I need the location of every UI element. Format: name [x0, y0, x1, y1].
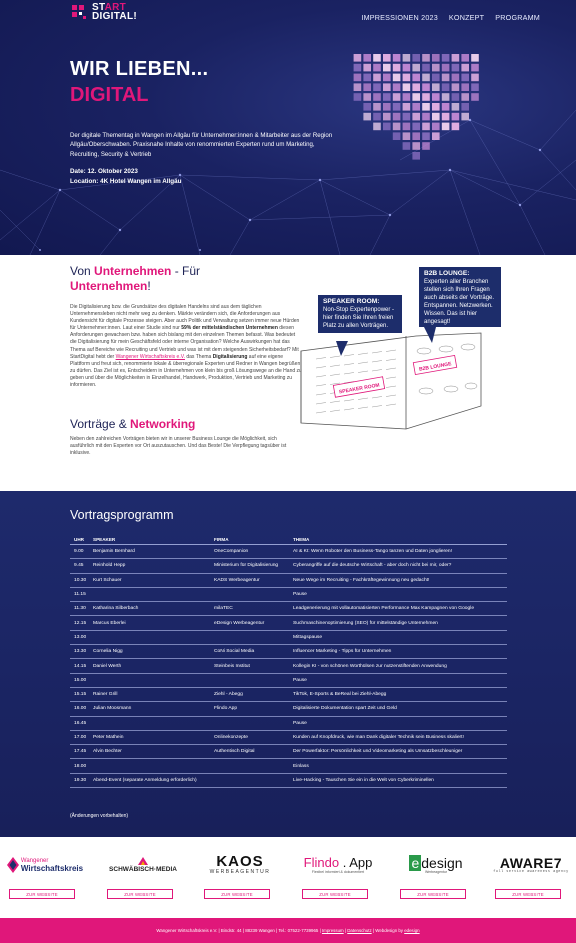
heart-pixel [422, 132, 430, 140]
cell-speaker: Daniel Werth [93, 663, 122, 669]
heart-pixel [422, 93, 430, 101]
heart-pixel [432, 123, 440, 131]
intro-heading: Von Unternehmen - Für Unternehmen! [70, 264, 201, 293]
heart-pixel [393, 103, 401, 111]
seat-row [344, 373, 354, 375]
cell-firma: Ziehl - Abegg [214, 692, 243, 698]
heart-pixel [452, 74, 460, 82]
heart-pixel [422, 74, 430, 82]
table-row [70, 616, 507, 630]
nav-item-konzept[interactable]: KONZEPT [448, 13, 485, 22]
heart-pixel [412, 142, 420, 150]
seat-row [358, 371, 368, 373]
heart-pixel [432, 113, 440, 121]
heart-pixel [373, 74, 381, 82]
heart-pixel [373, 64, 381, 72]
heart-pixel [442, 113, 450, 121]
heart-pixel [393, 54, 401, 62]
logo-text: START DIGITAL! [92, 2, 137, 22]
sponsor-website-button[interactable]: ZUR WEBSITE [302, 889, 368, 899]
cell-speaker: Rainer Grill [93, 692, 118, 698]
talks-heading: Vorträge & Networking [70, 417, 196, 431]
heart-pixel [383, 103, 391, 111]
seat-row [358, 398, 368, 400]
heart-pixel [432, 64, 440, 72]
seat-row [344, 355, 354, 357]
table-row [70, 688, 507, 702]
hero-title [70, 58, 208, 107]
cell-thema: Leadgenerierung mit vollautomatisierten Performance Max Kampagnen von Google [293, 606, 475, 612]
heart-pixel [354, 83, 362, 91]
hero-section [0, 0, 576, 255]
seat-row [372, 370, 382, 372]
cell-uhr: 16.45 [74, 720, 87, 726]
wwk-icon [7, 857, 19, 873]
nav-item-impressionen[interactable]: IMPRESSIONEN 2023 [361, 13, 438, 22]
heart-pixel [422, 103, 430, 111]
intro-paragraph: Die Digitalisierung bzw. die Grundsätze des digitalen Handelns sind aus dem täglichen Unternehmensleben nicht mehr weg zu denken. Märkte verändern sich, die Anforderungen aus Kundensicht für digitale Prozesse steigen. Aber auch Politik und Verwaltung setzen immer neue Hürden für Unternehmer:innen. Laut einer Studie sind nur 59% der mittelständischen Unternehmen diesen Anforderungen gewachsen bzw. haben sich bislang mit den einzelnen Themen befasst. Was bedeutet die Digitalisierung für mein Geschäftsfeld oder interne Organisation? Welche Auswirkungen hat das Thema auf Bereiche wie Recruiting und Vertrieb und was ist mit dem steigenden Sicherheitsbedarf? Mit StartDigital hebt der Wangener Wirtschaftskreis e.V. das Thema Digitalisierung auf eine eigene Plattform und freut sich, renommierte lokale & überregionale Experten und Redner in Wangen begrüßen zu dürfen. Das Ziel ist es, Entscheidern in Unternehmen von klein bis groß Lösungswege an die Hand zu geben und über die Möglichkeiten in Einzelhandel, Handwerk, Produktion, Vertrieb und Marketing zu informieren. [70, 304, 302, 389]
hero-description: Der digitale Thementag in Wangen im Allgäu für Unternehmer:innen & Mitarbeiter aus der Region Allgäu/Oberschwaben. Praxisnahe Inhalte von renommierten Experten rund um Marketing, Recruiting, Security & Vertrieb [70, 132, 333, 158]
sponsor-schwaebisch-media [98, 847, 188, 909]
heart-pixel [461, 83, 469, 91]
hero-title-line1: WIR LIEBEN... [70, 58, 209, 80]
seat-row [344, 364, 354, 366]
cell-uhr: 9.45 [74, 563, 84, 569]
heart-pixel [461, 64, 469, 72]
cell-firma: KADS Werbeagentur [214, 577, 260, 583]
seat-row [386, 350, 396, 352]
sponsor-logo: Flindo . App Flexibel informiert & dokumentiert [303, 854, 373, 874]
hero-event-info [70, 167, 181, 187]
heart-pixel [412, 132, 420, 140]
heart-pixel [461, 113, 469, 121]
heart-pixel [393, 113, 401, 121]
heart-pixel [452, 123, 460, 131]
seat-row [358, 407, 368, 409]
heart-pixel [442, 103, 450, 111]
seat-row [330, 374, 340, 376]
heart-pixel [403, 113, 411, 121]
heart-pixel [442, 74, 450, 82]
heart-pixel [383, 74, 391, 82]
heart-pixel [363, 54, 371, 62]
sponsor-website-button[interactable]: ZUR WEBSITE [400, 889, 466, 899]
cell-speaker: Julian Moosmann [93, 706, 132, 712]
heart-pixel [461, 54, 469, 62]
seat-row [372, 397, 382, 399]
heart-pixel [412, 93, 420, 101]
sponsor-kaos [195, 847, 285, 909]
heart-pixel [422, 123, 430, 131]
heart-pixel [403, 93, 411, 101]
table-row [70, 731, 507, 745]
cell-firma: Steinbeis Institut [214, 663, 250, 669]
heart-pixel [432, 83, 440, 91]
seat-row [372, 361, 382, 363]
cell-firma: Flindo App [214, 706, 238, 712]
heart-pixel [363, 93, 371, 101]
sponsor-website-button[interactable]: ZUR WEBSITE [204, 889, 270, 899]
programm-note: (Änderungen vorbehalten) [70, 813, 129, 819]
table-row [70, 645, 507, 659]
heart-pixel [422, 54, 430, 62]
intro-section [0, 255, 576, 491]
heart-pixel [373, 123, 381, 131]
cell-thema: Pause [293, 592, 307, 598]
heart-pixel [383, 93, 391, 101]
table-row [70, 588, 507, 602]
cell-speaker: Benjamin Bernhard [93, 549, 135, 555]
col-header-firma: FIRMA [214, 537, 229, 542]
pixel-heart-graphic [330, 50, 510, 210]
heart-pixel [422, 113, 430, 121]
heart-pixel [403, 54, 411, 62]
cell-firma: Authentisch Digital [214, 749, 255, 755]
impressum-link[interactable]: Impressum [321, 928, 344, 933]
programm-heading: Vortragsprogramm [70, 508, 174, 522]
cell-speaker: Katharina Silberbach [93, 606, 139, 612]
table-row [70, 559, 507, 573]
sponsor-website-button[interactable]: ZUR WEBSITE [107, 889, 173, 899]
cell-thema: Cyberangriffe auf die deutsche Wirtschaft - aber doch nicht bei mir, oder? [293, 563, 452, 569]
heart-pixel [412, 54, 420, 62]
heart-pixel [432, 74, 440, 82]
sponsor-website-button[interactable]: ZUR WEBSITE [495, 889, 561, 899]
table-row [70, 574, 507, 588]
table-row [70, 674, 507, 688]
cell-uhr: 17.00 [74, 735, 87, 740]
heart-pixel [373, 93, 381, 101]
table-row [70, 745, 507, 759]
cell-firma: OneCompanion [214, 549, 249, 555]
heart-pixel [422, 83, 430, 91]
sponsors-section [0, 837, 576, 918]
cell-speaker: Alvin Bechter [93, 749, 122, 755]
heart-pixel [403, 103, 411, 111]
heart-pixel [403, 64, 411, 72]
sponsor-website-button[interactable]: ZUR WEBSITE [9, 889, 75, 899]
table-header [70, 535, 507, 545]
heart-pixel [403, 83, 411, 91]
cell-thema: Pause [293, 677, 307, 683]
programm-section [0, 491, 576, 837]
table-row [70, 545, 507, 559]
cell-thema: Influencer Marketing - Tipps für Unternehmen [293, 649, 392, 655]
seat-row [330, 401, 340, 403]
seat-row [316, 394, 326, 396]
cell-thema: Kunden auf Knopfdruck, wie man Dank digitaler Technik sein Business skaliert! [293, 735, 464, 740]
main-nav [361, 13, 540, 22]
heart-pixel [363, 103, 371, 111]
logo-mark-icon [70, 3, 88, 21]
heart-pixel [432, 54, 440, 62]
sponsor-logo: e design Werbeagentur [411, 854, 463, 874]
cell-speaker: Reinhold Hepp [93, 563, 126, 569]
col-header-thema: THEMA [293, 537, 310, 542]
cell-speaker: Marcus Eberlei [93, 620, 126, 626]
table-row [70, 774, 507, 788]
sponsor-logo: SCHWÄBISCH·MEDIA [98, 847, 188, 882]
seat-row [344, 400, 354, 402]
cell-thema: Pause [293, 720, 307, 726]
nav-item-programm[interactable]: PROGRAMM [495, 13, 540, 22]
cell-speaker: Peter Mathein [93, 735, 124, 740]
heart-pixel [363, 74, 371, 82]
hero-title-line2: DIGITAL [70, 84, 149, 106]
cell-uhr: 15.00 [74, 677, 87, 683]
heart-pixel [383, 64, 391, 72]
heart-pixel [363, 83, 371, 91]
site-logo[interactable] [70, 3, 137, 21]
seat-row [316, 367, 326, 369]
cell-uhr: 18.00 [74, 763, 87, 769]
plan-label-speaker: SPEAKER ROOM [338, 382, 381, 396]
cell-uhr: 16.00 [74, 706, 87, 712]
heart-pixel [422, 142, 430, 150]
table-row [70, 602, 507, 616]
seat-row [372, 352, 382, 354]
table-row [70, 659, 507, 673]
cell-thema: Live-Hacking - Tauschen Sie ein in die Welt von Cyberkriminellen [293, 777, 434, 783]
seat-row [358, 353, 368, 355]
seat-row [386, 377, 396, 379]
heart-pixel [432, 103, 440, 111]
heart-pixel [403, 132, 411, 140]
table-row [70, 631, 507, 645]
heart-pixel [442, 83, 450, 91]
seat-row [386, 359, 396, 361]
col-header-speaker: SPEAKER [93, 537, 116, 542]
heart-pixel [452, 93, 460, 101]
sponsor-edesign [391, 847, 481, 909]
b2b-lounge-bubble: B2B LOUNGE: Experten aller Branchen stellen sich Ihren Fragen auch abseits der Vorträge. Entspannen. Netzwerken. Wissen. Das ist hier angesagt! [419, 267, 501, 327]
cell-thema: Neue Wege im Recruiting - Fachkräftegewinnung neu gedacht! [293, 577, 430, 583]
heart-pixel [412, 103, 420, 111]
heart-pixel [373, 103, 381, 111]
sponsor-aware7 [486, 847, 576, 909]
heart-pixel [452, 54, 460, 62]
cell-uhr: 11.30 [74, 606, 86, 612]
heart-pixel [393, 64, 401, 72]
seat-row [358, 362, 368, 364]
heart-pixel [471, 83, 479, 91]
heart-pixel [432, 132, 440, 140]
table-row [70, 759, 507, 773]
heart-pixel [354, 93, 362, 101]
cell-uhr: 12.15 [74, 620, 87, 626]
heart-pixel [471, 54, 479, 62]
cell-firma: Onlinekonzepte [214, 735, 248, 740]
heart-pixel [412, 152, 420, 160]
heart-pixel [452, 64, 460, 72]
heart-pixel [412, 64, 420, 72]
cell-uhr: 17.45 [74, 749, 87, 755]
heart-pixel [432, 93, 440, 101]
sponsor-wirtschaftskreis [0, 847, 90, 909]
heart-pixel [383, 54, 391, 62]
heart-pixel [393, 83, 401, 91]
heart-pixel [412, 123, 420, 131]
cell-uhr: 11.15 [74, 592, 86, 598]
cell-uhr: 19.30 [74, 777, 87, 783]
sponsor-logo: Wangener Wirtschaftskreis [0, 847, 90, 882]
cell-uhr: 13.00 [74, 634, 87, 640]
cell-thema: Einlass [293, 763, 309, 769]
event-location: Location: 4K Hotel Wangen im Allgäu [70, 178, 182, 185]
heart-pixel [461, 74, 469, 82]
heart-pixel [412, 83, 420, 91]
heart-pixel [373, 54, 381, 62]
cell-thema: Kollegin KI - von schönen Worthülsen zur nutzenstiftenden Anwendung [293, 663, 447, 669]
heart-pixel [383, 123, 391, 131]
speaker-room-bubble: SPEAKER ROOM: Non-Stop Expertenpower - hier finden Sie Ihren freien Platz zu allen Vorträgen. [318, 295, 402, 333]
footer: Wangener Wirtschaftskreis e.V. | Bindstr. 44 | 88239 Wangen | Tel.: 07522-7739965 | Impressum | Datenschutz | Webdesign by edesign [0, 918, 576, 943]
heart-pixel [461, 93, 469, 101]
datenschutz-link[interactable]: Datenschutz [347, 928, 372, 933]
seat-row [316, 412, 326, 414]
seat-row [386, 386, 396, 388]
heart-pixel [412, 74, 420, 82]
heart-pixel [373, 113, 381, 121]
heart-pixel [393, 93, 401, 101]
heart-pixel [383, 83, 391, 91]
heart-pixel [363, 113, 371, 121]
cell-firma: Ministerium für Digitalisierung [214, 563, 279, 569]
heart-pixel [354, 54, 362, 62]
event-date: Date: 12. Oktober 2023 [70, 168, 138, 175]
heart-pixel [452, 83, 460, 91]
seat-row [316, 376, 326, 378]
seat-row [316, 385, 326, 387]
seat-row [330, 410, 340, 412]
heart-pixel [354, 64, 362, 72]
cell-thema: AI & KI: Wenn Roboter den Business-Tango tanzen und Daten jonglieren! [293, 549, 452, 555]
seat-row [344, 409, 354, 411]
seat-row [330, 365, 340, 367]
sm-icon [137, 856, 149, 866]
wirtschaftskreis-link[interactable]: Wangener Wirtschaftskreis e.V. [115, 353, 185, 360]
heart-pixel [393, 132, 401, 140]
heart-pixel [363, 64, 371, 72]
heart-pixel [452, 103, 460, 111]
heart-pixel [471, 74, 479, 82]
cell-thema: Mittagspause [293, 634, 323, 640]
table-row [70, 702, 507, 716]
cell-thema: Suchmaschinenoptimierung (SEO) für mittelständige Unternehmen [293, 620, 438, 626]
cell-thema: Der Powerfaktor: Persönlichkeit und Videomarketing als Umsatzbeschleuniger [293, 749, 463, 755]
talks-paragraph: Neben den zahlreichen Vorträgen bieten wir in unserer Business Lounge die Möglichkeit, sich ausführlich mit den Experten vor Ort auszutauschen. Und das Beste! Die Verpflegung tagsüber ist inklusive. [70, 436, 287, 457]
heart-pixel [442, 123, 450, 131]
sponsor-flindo [293, 847, 383, 909]
seat-row [372, 406, 382, 408]
cell-thema: Digitalisierte Dokumentation spart Zeit und Geld [293, 706, 397, 712]
heart-pixel [471, 64, 479, 72]
edesign-link[interactable]: edesign [404, 928, 420, 933]
cell-speaker: Kurt Schauer [93, 577, 122, 583]
cell-uhr: 10.30 [74, 577, 87, 583]
seat-row [386, 395, 396, 397]
heart-pixel [393, 74, 401, 82]
cell-uhr: 14.15 [74, 663, 87, 669]
seat-row [316, 403, 326, 405]
programm-table [70, 535, 507, 788]
heart-pixel [354, 74, 362, 82]
table-row [70, 717, 507, 731]
cell-thema: TikTok, E-Sports & BeReal bei Ziehl-Abegg [293, 692, 387, 698]
heart-pixel [442, 93, 450, 101]
plan-label-b2b: B2B LOUNGE [418, 361, 453, 373]
heart-pixel [383, 113, 391, 121]
heart-pixel [452, 113, 460, 121]
col-header-uhr: UHR [74, 537, 84, 542]
cell-firma: CoNi Social Media [214, 649, 255, 655]
heart-pixel [403, 123, 411, 131]
heart-pixel [373, 83, 381, 91]
sponsor-logo: AWARE7 full service awareness agency [493, 854, 569, 874]
seat-row [386, 368, 396, 370]
heart-pixel [393, 123, 401, 131]
heart-pixel [422, 64, 430, 72]
heart-pixel [461, 103, 469, 111]
cell-uhr: 15.15 [74, 692, 87, 698]
heart-pixel [403, 142, 411, 150]
cell-uhr: 9.00 [74, 549, 84, 555]
heart-pixel [442, 54, 450, 62]
heart-pixel [403, 74, 411, 82]
cell-speaker: Abend-Event (separate Anmeldung erforderlich) [93, 777, 197, 783]
seat-row [330, 356, 340, 358]
seat-row [386, 404, 396, 406]
cell-firma: milaTEC [214, 606, 233, 612]
cell-speaker: Cornelia Nigg [93, 649, 123, 655]
cell-uhr: 13.30 [74, 649, 87, 655]
heart-pixel [412, 113, 420, 121]
heart-pixel [442, 64, 450, 72]
sponsor-logo: KAOS WERBEAGENTUR [209, 852, 271, 875]
heart-pixel [471, 93, 479, 101]
cell-firma: eDesign Werbeagentur [214, 620, 265, 626]
seat-row [316, 358, 326, 360]
